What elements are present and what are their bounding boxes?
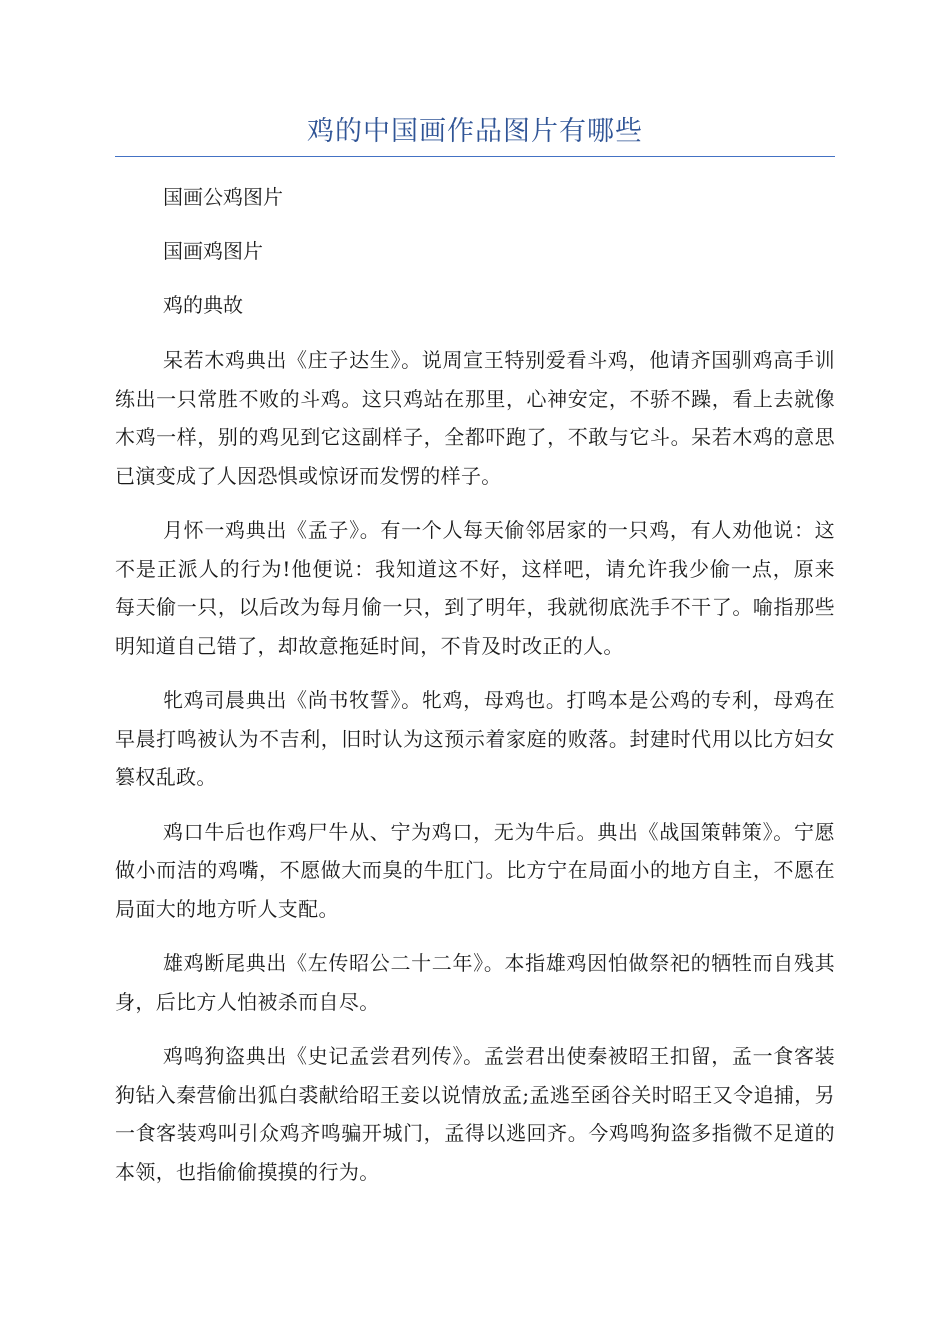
paragraph-dai-ruo-mu-ji: 呆若木鸡典出《庄子达生》。说周宣王特别爱看斗鸡，他请齐国驯鸡高手训练出一只常胜不败的斗鸡。这只鸡站在那里，心神安定，不骄不躁，看上去就像木鸡一样，别的鸡见到它这副样子，全都吓跑了，不敢与它斗。呆若木鸡的意思已演变成了人因恐惧或惊讶而发愣的样子。: [115, 348, 835, 488]
heading-chicken-allusions: 鸡的典故: [163, 293, 243, 317]
heading-rooster-paintings: 国画公鸡图片: [163, 185, 283, 209]
document-page: [115, 112, 835, 1207]
paragraph-ji-kou-niu-hou: 鸡口牛后也作鸡尸牛从、宁为鸡口，无为牛后。典出《战国策韩策》。宁愿做小而洁的鸡嘴，不愿做大而臭的牛肛门。比方宁在局面小的地方自主，不愿在局面大的地方听人支配。: [115, 819, 835, 921]
paragraph-ji-ming-gou-dao: 鸡鸣狗盗典出《史记孟尝君列传》。孟尝君出使秦被昭王扣留，孟一食客装狗钻入秦营偷出狐白裘献给昭王妾以说情放孟;孟逃至函谷关时昭王又令追捕，另一食客装鸡叫引众鸡齐鸣骗开城门，孟得以逃回齐。今鸡鸣狗盗多指微不足道的本领，也指偷偷摸摸的行为。: [115, 1044, 835, 1184]
title-underline: [115, 156, 835, 157]
paragraph-yue-huai-yi-ji: 月怀一鸡典出《孟子》。有一个人每天偷邻居家的一只鸡，有人劝他说：这不是正派人的行为!他便说：我知道这不好，这样吧，请允许我少偷一点，原来每天偷一只，以后改为每月偷一只，到了明年，我就彻底洗手不干了。喻指那些明知道自己错了，却故意拖延时间，不肯及时改正的人。: [115, 518, 835, 658]
document-title: 鸡的中国画作品图片有哪些: [307, 116, 643, 147]
paragraph-xiong-ji-duan-wei: 雄鸡断尾典出《左传昭公二十二年》。本指雄鸡因怕做祭祀的牺牲而自残其身，后比方人怕被杀而自尽。: [115, 951, 835, 1014]
heading-chicken-paintings: 国画鸡图片: [163, 239, 263, 263]
paragraph-pin-ji-si-chen: 牝鸡司晨典出《尚书牧誓》。牝鸡，母鸡也。打鸣本是公鸡的专利，母鸡在早晨打鸣被认为不吉利，旧时认为这预示着家庭的败落。封建时代用以比方妇女篡权乱政。: [115, 688, 835, 789]
